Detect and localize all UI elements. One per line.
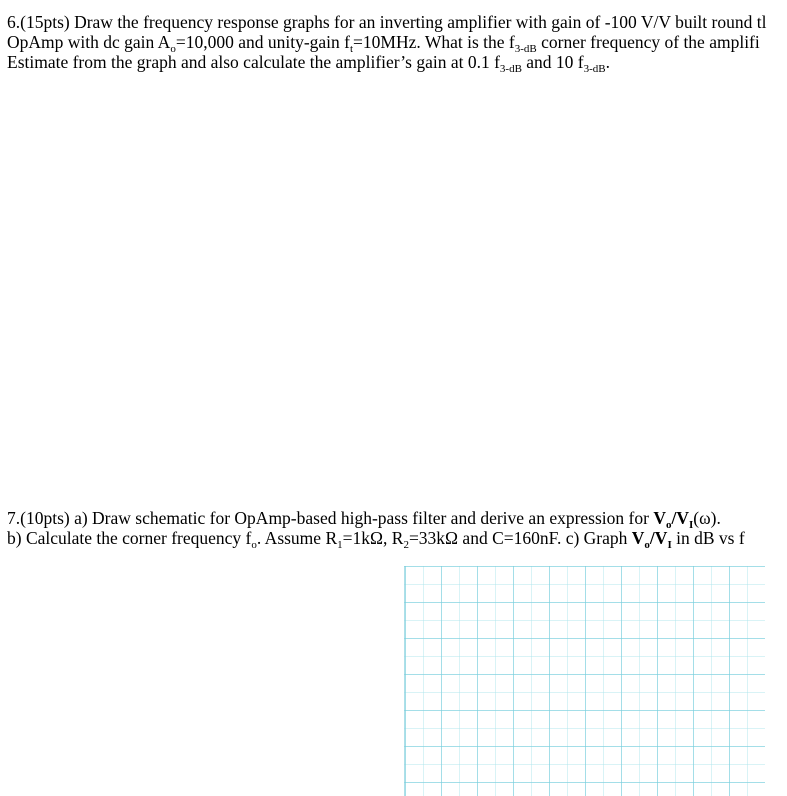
q7-text: in dB vs f — [671, 528, 745, 548]
q7-text: =33kΩ and C=160nF. c) Graph — [408, 528, 632, 548]
question-6-line-1 — [7, 12, 766, 32]
question-6 — [7, 12, 767, 75]
question-6-text-1: 6.(15pts) Draw the frequency response graphs for an inverting amplifier with gain of -100 V/V built round tl — [7, 12, 767, 32]
subscript-2: 2 — [403, 539, 409, 551]
question-6-line-3 — [7, 52, 766, 75]
q7-text: b) Calculate the corner frequency f — [7, 528, 252, 548]
v-letter: V — [653, 508, 666, 528]
question-7 — [7, 508, 745, 551]
q7-text: (ω). — [693, 508, 721, 528]
subscript-o: o — [170, 43, 176, 55]
q7-text: =1kΩ, R — [342, 528, 404, 548]
q7-text: . Assume R — [256, 528, 338, 548]
subscript-i: I — [688, 519, 694, 531]
v-letter: V — [676, 508, 689, 528]
question-7-line-2 — [7, 528, 745, 551]
subscript-i: I — [667, 539, 672, 551]
slash: / — [649, 528, 655, 548]
subscript-3db: 3-dB — [583, 63, 606, 75]
subscript-3db: 3-dB — [499, 63, 522, 75]
v-letter: V — [631, 528, 645, 548]
v-letter: V — [654, 528, 668, 548]
q6-text: =10MHz. What is the f — [353, 32, 515, 52]
subscript-1: 1 — [337, 539, 343, 551]
q7-text: 7.(10pts) a) Draw schematic for OpAmp-based high-pass filter and derive an expression for — [7, 508, 654, 528]
q6-text: Estimate from the graph and also calculate the amplifier’s gain at 0.1 f — [7, 52, 500, 72]
question-6-line-2 — [7, 32, 766, 55]
q6-text: and 10 f — [521, 52, 584, 72]
graph-paper-grid — [404, 566, 765, 796]
subscript-o: o — [665, 519, 672, 531]
subscript-t: t — [349, 43, 354, 55]
q6-text: OpAmp with dc gain A — [7, 32, 171, 52]
q6-text: corner frequency of the amplifi — [536, 32, 760, 52]
q6-text: =10,000 and unity-gain f — [175, 32, 350, 52]
slash: / — [671, 508, 677, 528]
vo-symbol — [653, 508, 694, 531]
subscript-3db: 3-dB — [514, 43, 537, 55]
vo-vi-symbol — [631, 528, 672, 551]
question-7-line-1 — [7, 508, 745, 531]
q6-text: . — [605, 52, 611, 72]
subscript-o: o — [251, 539, 257, 551]
subscript-o: o — [644, 539, 650, 551]
